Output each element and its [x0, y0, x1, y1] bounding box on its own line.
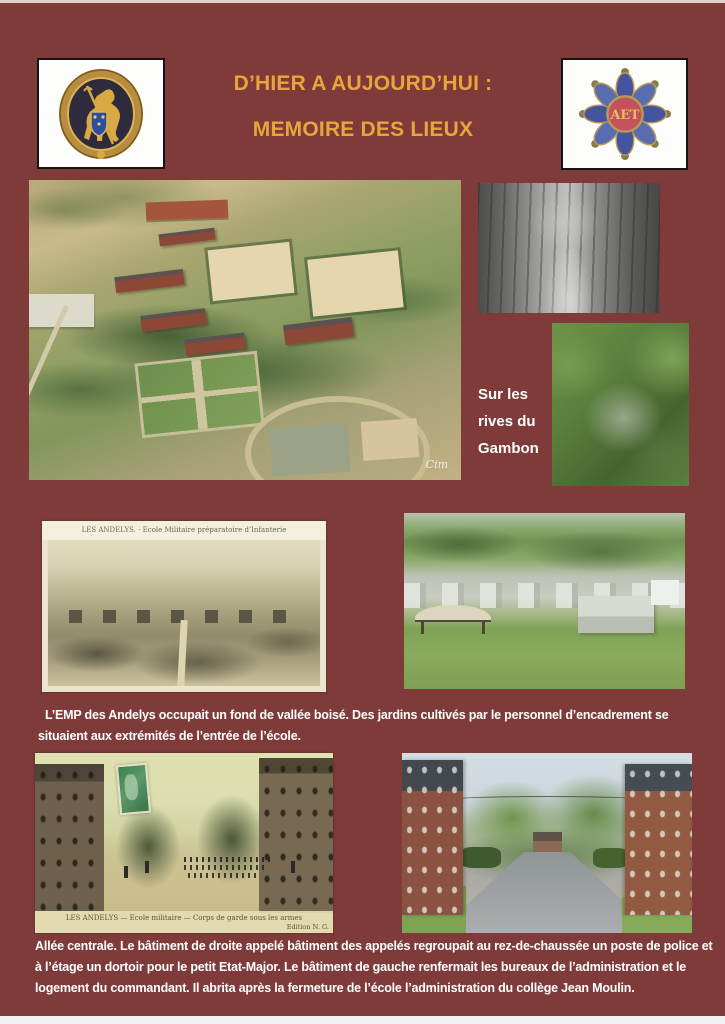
aerial-building	[184, 332, 246, 355]
top-edge-strip	[0, 0, 725, 3]
postcard-valley-scene	[48, 540, 321, 686]
page-title	[163, 72, 563, 142]
aerial-school-photo	[29, 180, 461, 480]
standing-figure	[291, 861, 295, 873]
standing-figure	[124, 866, 128, 878]
brick-building-left	[402, 760, 463, 915]
title-line-1: D’HIER A AUJOURD’HUI :	[233, 72, 493, 95]
aerial-building	[283, 317, 354, 345]
aerial-tennis-court	[269, 423, 350, 476]
hedge	[460, 847, 501, 869]
postcard-valley-photo	[42, 521, 326, 692]
aerial-building	[141, 308, 207, 332]
brick-building-right	[625, 764, 692, 915]
aerial-parade-ground	[307, 250, 403, 316]
allee-paragraph: Allée centrale. Le bâtiment de droite appelé bâtiment des appelés regroupait au rez-de-chaussée un poste de police et à l’étage un dortoir pour le petit Etat-Major. Le bâtiment de gauche renfermait les bureaux de l’administration et le logement du commandant. Il abrita après la fermeture de l’école l’administration du collège Jean Moulin.	[35, 939, 713, 995]
aet-medal-logo	[561, 58, 688, 170]
gambon-forest-bw-photo	[478, 183, 660, 313]
postcard-guard-left-building	[35, 764, 104, 912]
emp-andelys-medallion-logo	[37, 58, 165, 169]
aerial-road	[29, 305, 68, 480]
postcard-valley-central-path	[177, 620, 187, 686]
postcard-guard-caption-strip	[35, 911, 333, 933]
postcard-guard-edition: Edition N. G.	[286, 923, 329, 931]
aet-medal-text: AET	[609, 107, 640, 123]
photographer-signature: Cim	[425, 458, 449, 471]
postcard-guard-caption: LES ANDELYS — Ecole militaire — Corps de garde sous les armes	[65, 914, 303, 922]
gambon-caption	[478, 381, 570, 462]
aerial-parade-ground	[208, 242, 295, 301]
gambon-caption-line: Gambon	[478, 440, 539, 457]
gambon-caption-line: rives du	[478, 413, 536, 430]
postcard-guard-right-building	[259, 758, 334, 913]
emp-medallion-icon	[51, 66, 151, 162]
aerial-building	[115, 269, 186, 293]
postage-stamp	[116, 763, 151, 816]
title-line-2: MEMOIRE DES LIEUX	[252, 118, 474, 141]
aerial-formal-garden	[138, 354, 261, 435]
postcard-guard-photo	[35, 753, 333, 933]
aerial-farm-building	[145, 200, 228, 221]
soldier-formation	[184, 857, 273, 862]
valley-large-building	[578, 596, 654, 633]
hedge	[593, 848, 628, 868]
valley-today-photo	[404, 513, 685, 689]
postcard-valley-caption: LES ANDELYS. - Ecole Militaire préparatoire d’Infanterie	[42, 521, 326, 540]
valley-paragraph: L’EMP des Andelys occupait un fond de vallée boisé. Des jardins cultivés par le personnel d’encadrement se situaient aux extrémités de l’entrée de l’école.	[38, 708, 669, 743]
standing-figure	[145, 861, 149, 873]
valley-white-building	[651, 580, 679, 605]
aerial-building	[158, 228, 215, 247]
gambon-stream-green-photo	[552, 323, 689, 486]
aet-medal-icon	[575, 65, 675, 163]
bottom-edge-strip	[0, 1016, 725, 1024]
aerial-sand-court	[360, 418, 419, 461]
gambon-caption-line: Sur les	[478, 386, 529, 403]
distant-building	[533, 832, 562, 854]
central-alley-today-photo	[402, 753, 692, 933]
